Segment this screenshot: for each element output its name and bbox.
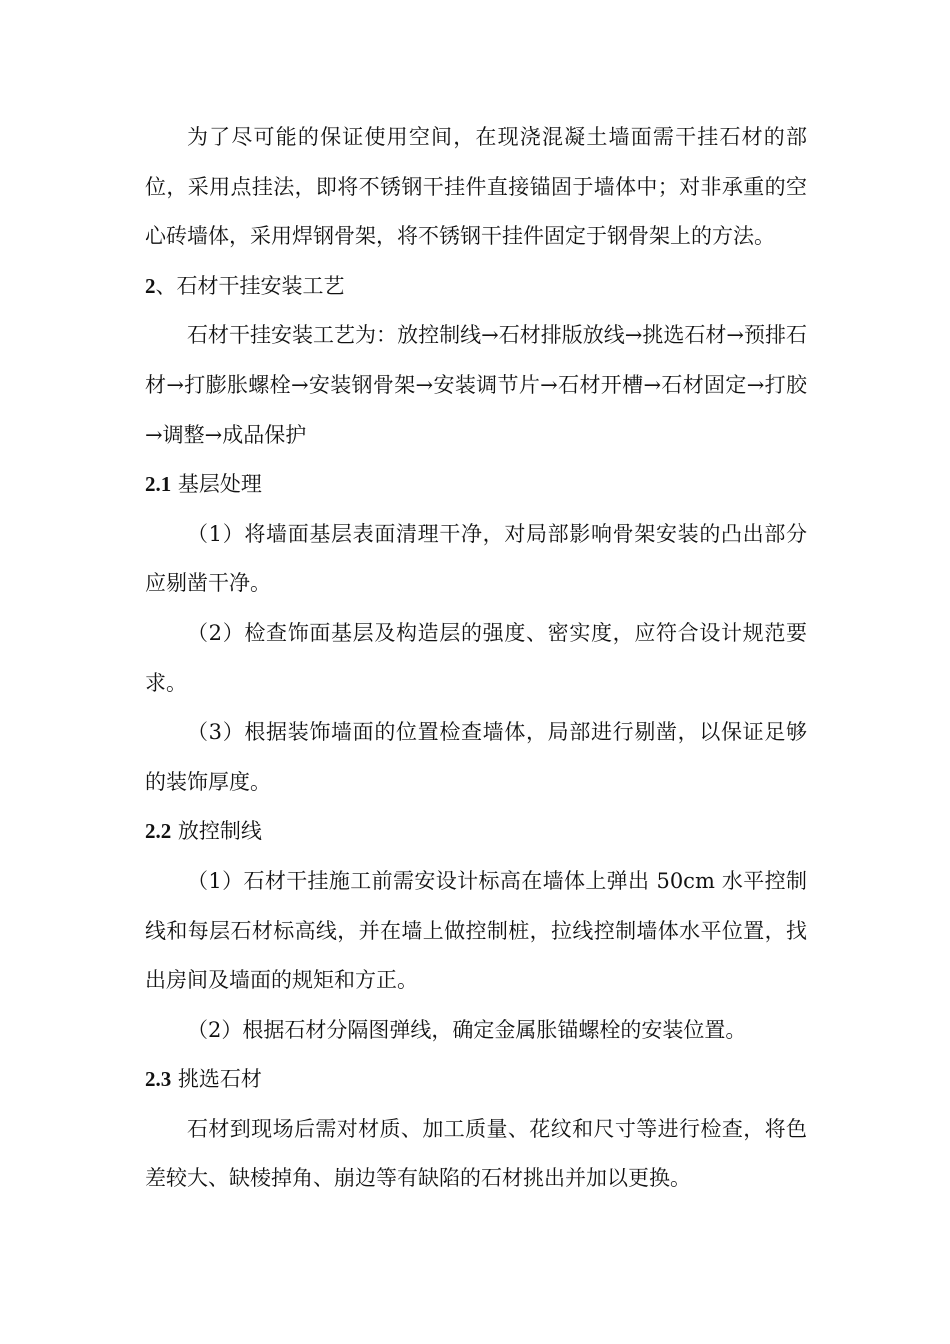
section-title: 基层处理 bbox=[171, 472, 262, 497]
section-number: 2.3 bbox=[145, 1067, 172, 1092]
paragraph-intro: 为了尽可能的保证使用空间，在现浇混凝土墙面需干挂石材的部位，采用点挂法，即将不锈钢干挂件直接锚固于墙体中；对非承重的空心砖墙体，采用焊钢骨架，将不锈钢干挂件固定于钢骨架上的方法。 bbox=[145, 125, 807, 249]
paragraph-line-1: （1）石材干挂施工前需安设计标高在墙体上弹出 50cm 水平控制线和每层石材标高线，并在墙上做控制桩，拉线控制墙体水平位置，找出房间及墙面的规矩和方正。 bbox=[145, 868, 807, 993]
paragraph-base-1: （1）将墙面基层表面清理干净，对局部影响骨架安装的凸出部分应剔凿干净。 bbox=[145, 521, 807, 596]
paragraph-base-2: （2）检查饰面基层及构造层的强度、密实度，应符合设计规范要求。 bbox=[145, 620, 807, 695]
paragraph-line-2: （2）根据石材分隔图弹线，确定金属胀锚螺栓的安装位置。 bbox=[187, 1017, 747, 1042]
paragraph-process: 石材干挂安装工艺为：放控制线→石材排版放线→挑选石材→预排石材→打膨胀螺栓→安装钢骨架→安装调节片→石材开槽→石材固定→打胶→调整→成品保护 bbox=[145, 323, 807, 447]
document-body bbox=[145, 113, 807, 1204]
section-number: 2 bbox=[145, 273, 156, 298]
section-number: 2.2 bbox=[145, 819, 172, 844]
section-heading-2-3 bbox=[145, 1055, 807, 1105]
section-heading-2 bbox=[145, 262, 807, 312]
section-title: 、石材干挂安装工艺 bbox=[155, 273, 345, 298]
section-number: 2.1 bbox=[145, 472, 172, 497]
paragraph-select-stone: 石材到现场后需对材质、加工质量、花纹和尺寸等进行检查，将色差较大、缺棱掉角、崩边等有缺陷的石材挑出并加以更换。 bbox=[145, 1116, 807, 1191]
paragraph-base-3: （3）根据装饰墙面的位置检查墙体，局部进行剔凿，以保证足够的装饰厚度。 bbox=[145, 720, 807, 794]
section-title: 放控制线 bbox=[171, 819, 262, 844]
section-heading-2-1 bbox=[145, 460, 807, 510]
section-title: 挑选石材 bbox=[171, 1067, 262, 1092]
section-heading-2-2 bbox=[145, 807, 807, 857]
